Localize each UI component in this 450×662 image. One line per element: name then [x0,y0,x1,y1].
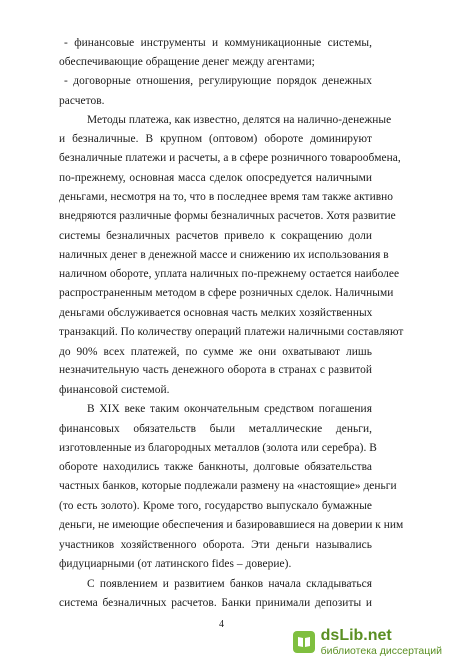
text-line: системы безналичных расчетов привело к сокращению доли [59,229,372,242]
text-line: - финансовые инструменты и коммуникационные системы, [64,37,372,49]
text-line: финансовой системой. [59,383,170,396]
text-line: фидуциарными (от латинского fides – доверие). [59,558,292,571]
text-line: Методы платежа, как известно, делятся на налично-денежные [87,114,392,126]
text-line: до 90% всех платежей, по сумме же они охватывают лишь [59,345,372,358]
text-line: распространенным методом в сфере розничных сделок. Наличными [59,287,394,300]
text-line: участников хозяйственного оборота. Эти деньги назывались [59,538,372,551]
text-line: система безналичных расчетов. Банки принимали депозиты и [59,597,372,609]
text-line: наличном обороте, уплата наличных по-прежнему остается наиболее [59,268,400,280]
text-line: внедряются различные формы безналичных расчетов. Хотя развитие [59,210,396,223]
watermark-subtitle: библиотека диссертаций [320,644,442,657]
text-line: В XIX веке таким окончательным средством погашения [87,403,372,416]
text-line: наличных денег в денежной массе и снижению их использования в [59,248,389,261]
text-line: частных банков, которые подлежали размену на «настоящие» деньги [59,480,397,493]
watermark [293,628,442,657]
text-line: по-прежнему, основная масса сделок опосредуется наличными [59,171,372,184]
text-line: деньгами, несмотря на то, что в последнее время там также активно [59,191,394,203]
text-line: и безналичные. В крупном (оптовом) обороте доминируют [59,133,372,146]
text-line: транзакций. По количеству операций платежи наличными составляют [59,326,404,339]
page-number: 4 [219,619,224,630]
text-line: изготовленные из благородных металлов (золота или серебра). В [59,442,377,455]
text-line: обороте находились также банкноты, долговые обязательства [59,460,372,473]
text-line: С появлением и развитием банков начала складываться [87,577,372,590]
text-line: финансовых обязательств были металлические деньги, [59,422,372,435]
watermark-title: dsLib.net [320,626,392,644]
text-line: расчетов. [59,94,105,107]
text-line: безналичные платежи и расчеты, а в сфере розничного товарообмена, [59,152,401,165]
text-line: незначительную часть денежного оборота в странах с развитой [59,364,372,377]
text-line: деньги, не имеющие обеспечения и базировавшиеся на доверии к ним [59,519,404,532]
book-logo-icon [293,631,315,653]
text-line: (то есть золото). Кроме того, государство выпускало бумажные [59,499,372,512]
text-line: - договорные отношения, регулирующие порядок денежных [64,75,372,88]
text-line: обеспечивающие обращение денег между агентами; [59,55,315,68]
text-line: деньгами обслуживается основная часть мелких хозяйственных [59,306,373,319]
